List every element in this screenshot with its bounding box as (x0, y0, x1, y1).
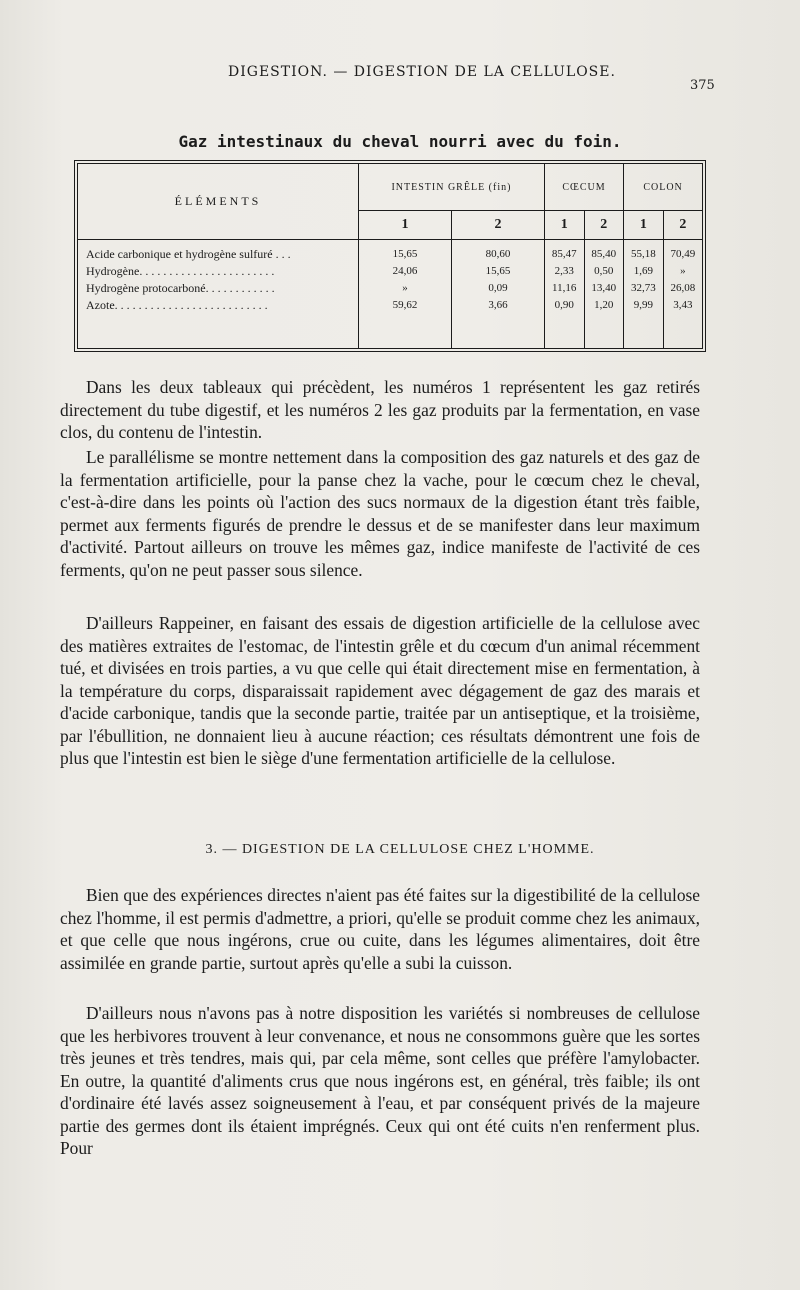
table-cell: 0,09 (488, 282, 508, 294)
table-cell: 15,65 (485, 265, 511, 277)
value-column (663, 240, 702, 349)
table-cell: 9,99 (633, 299, 653, 311)
table-cell: 0,90 (554, 299, 574, 311)
value-column (544, 240, 584, 349)
table-cell: 3,43 (673, 299, 693, 311)
running-head (0, 60, 800, 93)
value-column (624, 240, 664, 349)
paragraph: Bien que des expériences directes n'aient pas été faites sur la digestibilité de la cellulose chez l'homme, il est permis d'admettre, a priori, qu'elle se produit comme chez les animaux, et que celle que nous ingérons, crue ou cuite, dans les légumes alimentaires, doit être assimilée en grande partie, surtout après qu'elle a subi la cuisson. (60, 885, 700, 973)
value-column (359, 240, 452, 349)
running-title: DIGESTION. — DIGESTION DE LA CELLULOSE. (228, 64, 616, 80)
paragraph-human-digestion (60, 884, 700, 974)
paragraph-numbering-note (60, 376, 700, 444)
page-number: 375 (690, 78, 715, 93)
table-cell: 2,33 (554, 265, 574, 277)
paragraph-varieties (60, 1002, 700, 1160)
table-cell: 70,49 (670, 248, 696, 260)
table-cell: 85,47 (551, 248, 577, 260)
table-cell: » (680, 265, 686, 277)
subcol-header: 1 (359, 211, 452, 240)
row-label: Azote. . . . . . . . . . . . . . . . . . . . . . . . . . (86, 298, 268, 312)
paragraph-rappeiner (60, 612, 700, 770)
row-label: Acide carbonique et hydrogène sulfuré . . . (86, 247, 291, 261)
paragraph: D'ailleurs Rappeiner, en faisant des essais de digestion artificielle de la cellulose avec des matières extraites de l'estomac, de l'intestin grêle et du cœcum d'un animal récemment tué, et divisées en trois parties, a vu que celle qui était directement mise en fermentation, à la température du corps, disparaissait rapidement avec dégagement de gaz des marais et d'acide carbonique, tandis que la seconde partie, traitée par un antiseptique, et la troisième, par l'ébullition, ne donnaient lieu à aucune réaction; ces résultats démontrent une fois de plus que l'intestin est bien le siège d'une fermentation artificielle de la cellulose. (60, 613, 700, 768)
colon-header: COLON (643, 181, 683, 193)
subcol-header: 1 (624, 211, 664, 240)
table-caption: Gaz intestinaux du cheval nourri avec du foin. (178, 132, 622, 151)
row-label: Hydrogène. . . . . . . . . . . . . . . . . . . . . . . (86, 264, 275, 278)
paragraph: Le parallélisme se montre nettement dans la composition des gaz naturels et des gaz de la fermentation artificielle, pour la panse chez la vache, pour le cœcum chez le cheval, c'est-à-dire dans les points où l'action des sucs normaux de la digestion étant très faible, permet aux ferments figurés de prendre le dessus et de se manifester dans leur maximum d'activité. Partout ailleurs on trouve les mêmes gaz, indice manifeste de l'activité de ces ferments, qu'on ne peut passer sous silence. (60, 447, 700, 580)
table-cell: 85,40 (591, 248, 617, 260)
table-cell: 3,66 (488, 299, 508, 311)
subcol-header: 1 (544, 211, 584, 240)
subcol-header: 2 (451, 211, 544, 240)
table-cell: 59,62 (392, 299, 418, 311)
gas-table (78, 164, 702, 348)
subcol-header: 2 (663, 211, 702, 240)
row-labels-cell (78, 240, 359, 349)
paragraph: D'ailleurs nous n'avons pas à notre disposition les variétés si nombreuses de cellulose que les herbivores trouvent à leur convenance, et nous ne consommons guère que les sortes très jeunes et très tendres, mais qui, par cela même, sont celles que préfère l'amylobacter. En outre, la quantité d'aliments crus que nous ingérons est, en général, très faible; ils ont d'ordinaire été lavés assez soigneusement à l'eau, et par conséquent privés de la majeure partie des germes dont ils étaient imprégnés. Ceux qui ont été cuits n'en renferment plus. Pour (60, 1003, 700, 1158)
value-column (584, 240, 624, 349)
paragraph-parallelism (60, 446, 700, 581)
table-cell: 13,40 (591, 282, 617, 294)
table-cell: 1,69 (633, 265, 653, 277)
row-label: Hydrogène protocarboné. . . . . . . . . . . . (86, 281, 275, 295)
table-cell: 15,65 (392, 248, 418, 260)
table-body-row (78, 240, 702, 349)
table-cell: 80,60 (485, 248, 511, 260)
section-heading: 3. — DIGESTION DE LA CELLULOSE CHEZ L'HOMME. (205, 842, 595, 857)
table-cell: 26,08 (670, 282, 696, 294)
table-cell: 0,50 (594, 265, 614, 277)
elements-column-header: ÉLÉMENTS (78, 164, 359, 240)
small-intestine-header: INTESTIN GRÊLE (fin) (359, 164, 545, 211)
table-cell: 24,06 (392, 265, 418, 277)
table-cell: 1,20 (594, 299, 614, 311)
table-cell: 55,18 (631, 248, 656, 260)
table-header-row (78, 164, 702, 211)
value-column (451, 240, 544, 349)
caecum-header: CŒCUM (544, 164, 623, 211)
table-cell: » (402, 282, 408, 294)
paragraph: Dans les deux tableaux qui précèdent, les numéros 1 représentent les gaz retirés directement du tube digestif, et les numéros 2 les gaz produits par la fermentation, en vase clos, du contenu de l'intestin. (60, 377, 700, 442)
table-cell: 32,73 (631, 282, 656, 294)
gas-table-frame (74, 160, 706, 352)
subcol-header: 2 (584, 211, 624, 240)
table-cell: 11,16 (552, 282, 577, 294)
